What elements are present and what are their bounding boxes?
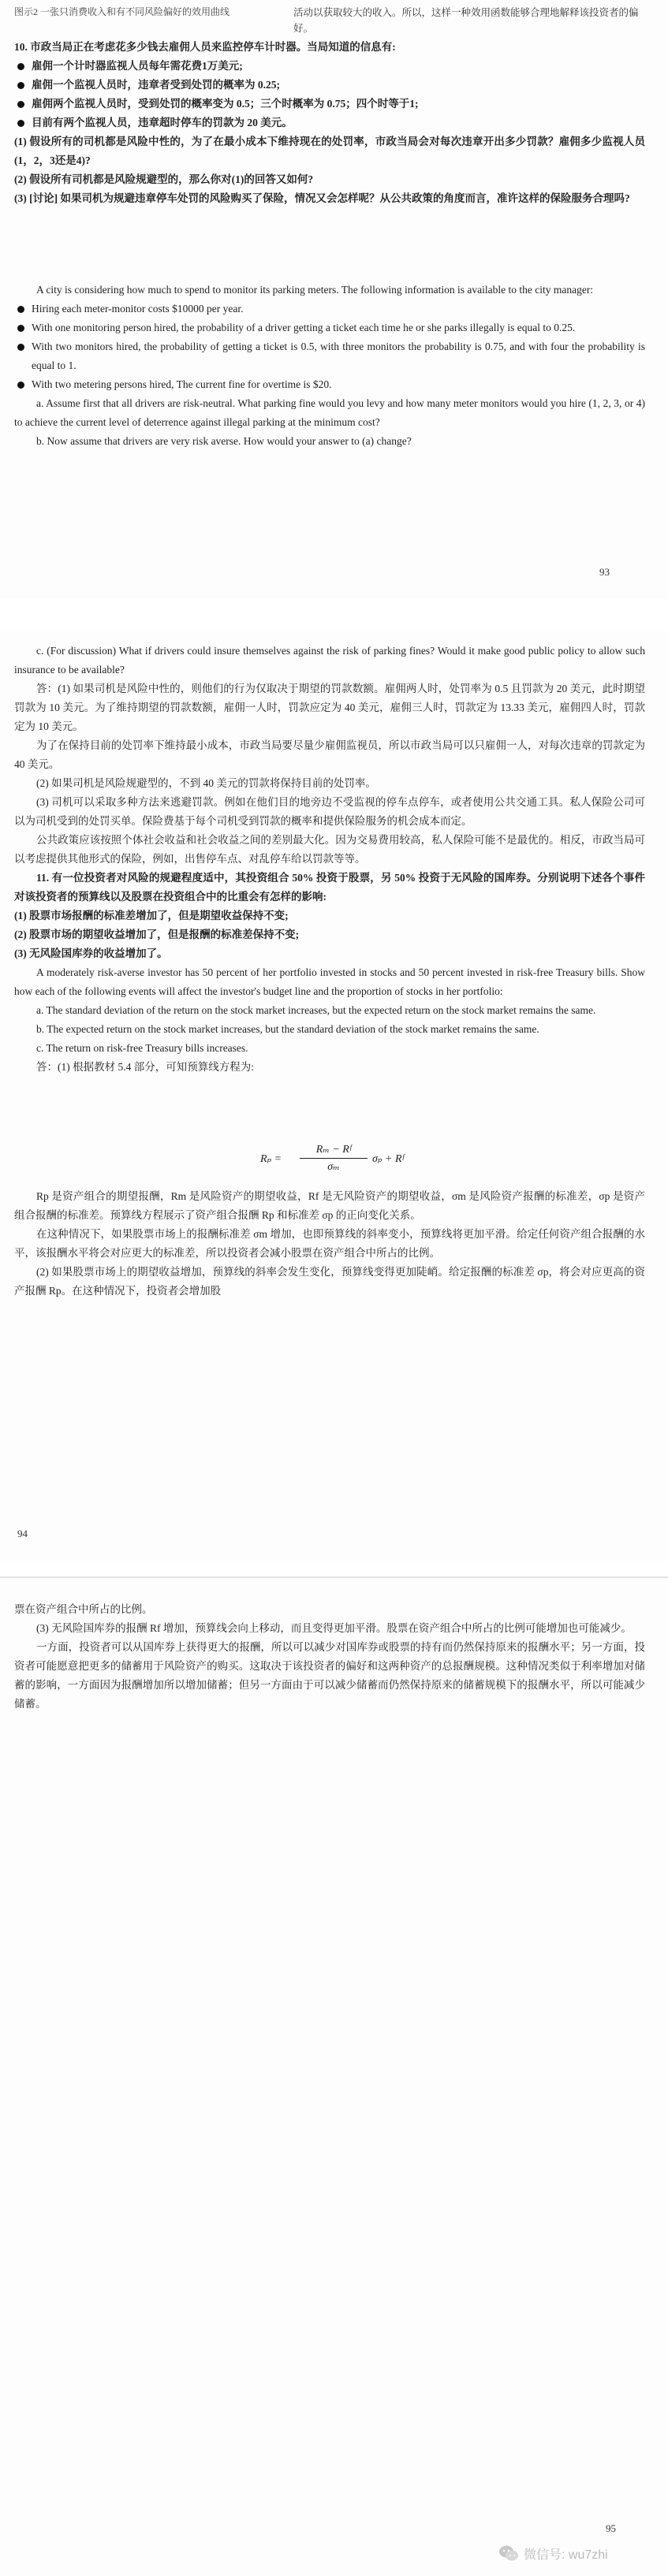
answer-10-para-1: 答：(1) 如果司机是风险中性的，则他们的行为仅取决于期望的罚款数额。雇佣两人时，处罚率为 0.5 且罚款为 20 美元，此时期望罚款为 10 美元。为了维持期望的罚款数额，雇佣一人时，罚款应定为 40 美元，雇佣三人时，罚款定为 13.33 美元，雇佣四人时，罚款定为 10 美元。 <box>14 683 645 732</box>
question-11-item-2: (2) 股票市场的期望收益增加了，但是报酬的标准差保持不变; <box>14 929 300 940</box>
answer-11-para-2: 在这种情况下，如果股票市场上的报酬标准差 σm 增加，也即预算线的斜率变小，预算线将更加平滑。给定任何资产组合报酬的水平，该报酬水平将会对应更大的标准差，所以投资者会减小股票在资产组合中所占的比例。 <box>14 1228 645 1259</box>
answer-11-continued <box>14 1600 645 1714</box>
question-11-item-3: (3) 无风险国库券的收益增加了。 <box>14 947 168 959</box>
page-gap <box>0 599 668 631</box>
page-94 <box>0 631 668 1561</box>
bullet-icon <box>17 325 24 332</box>
answer-11 <box>14 1187 645 1301</box>
formula-lhs: Rₚ = <box>260 1153 282 1165</box>
question-10-title: 10. 市政当局正在考虑花多少钱去雇佣人员来监控停车计时器。当局知道的信息有: <box>14 41 396 53</box>
answer-11-para-1: Rp 是资产组合的期望报酬，Rm 是风险资产的期望收益，Rf 是无风险资产的期望收益，σm 是风险资产报酬的标准差，σp 是资产组合报酬的标准差。预算线方程展示了资产组合报酬 Rp 和标准差 σp 的正向变化关系。 <box>14 1190 645 1221</box>
en-question-a: a. Assume first that all drivers are risk-neutral. What parking fine would you levy and how many meter monitors would you hire (1, 2, 3, or 4) to achieve the current level of deterrence against illegal parking at the minimum cost? <box>14 397 645 428</box>
question-10-en <box>14 281 645 451</box>
question-11-en-a: a. The standard deviation of the return on the stock market increases, but the expected return on the stock market remains the same. <box>36 1004 596 1016</box>
bullet-icon <box>17 306 24 313</box>
en-question-b: b. Now assume that drivers are very risk averse. How would your answer to (a) change? <box>36 435 412 447</box>
answer-11-part-3-detail: 一方面，投资者可以从国库券上获得更大的报酬，所以可以减少对国库券或股票的持有而仍然保持原来的报酬水平；另一方面，投资者可能愿意把更多的储蓄用于风险资产的购买。这取决于该投资者的偏好和这两种资产的总报酬规模。这种情况类似于利率增加对储蓄的影响，一方面因为报酬增加所以增加储蓄；但另一方面由于可以减少储蓄而仍然保持原来的储蓄规模下的报酬水平，所以可能减少储蓄。 <box>14 1641 645 1710</box>
budget-line-formula <box>260 1143 497 1181</box>
wechat-icon <box>498 2544 519 2562</box>
page-number: 95 <box>606 2522 616 2534</box>
bullet-cn-2: 雇佣一个监视人员时，违章者受到处罚的概率为 0.25; <box>14 76 645 95</box>
continuation-text: 票在资产组合中所占的比例。 <box>14 1603 153 1615</box>
answer-11-intro: 答：(1) 根据教材 5.4 部分，可知预算线方程为: <box>36 1061 254 1073</box>
question-10-part-2: (2) 假设所有司机都是风险规避型的，那么你对(1)的回答又如何? <box>14 173 314 185</box>
answer-10-para-2: 为了在保持目前的处罚率下维持最小成本，市政当局要尽量少雇佣监视员，所以市政当局可以只雇佣一人，对每次违章的罚款定为 40 美元。 <box>14 739 645 770</box>
formula-numerator: Rₘ − Rᶠ <box>300 1143 368 1159</box>
bullet-icon <box>17 344 24 351</box>
formula-fraction <box>300 1143 368 1174</box>
question-11-title: 11. 有一位投资者对风险的规避程度适中，其投资组合 50% 投资于股票，另 50% 投资于无风险的国库券。分别说明下述各个事件对该投资者的预算线以及股票在投资组合中的比重会有怎样的影响: <box>14 872 645 903</box>
question-11-en-c: c. The return on risk-free Treasury bills increases. <box>36 1042 248 1054</box>
bullet-icon <box>17 120 24 127</box>
figure-caption: 图示2 一张只消费收入和有不同风险偏好的效用曲线 <box>14 6 230 17</box>
bullet-icon <box>17 382 24 389</box>
watermark <box>498 2543 656 2567</box>
answer-10-para-5: 公共政策应该按照个体社会收益和社会收益之间的差别最大化。因为交易费用较高，私人保险可能不是最优的。相反，市政当局可以考虑提供其他形式的保险，例如，出售停车点、对乱停车给以罚款等等。 <box>14 834 645 865</box>
question-10-part-3: (3) [讨论] 如果司机为规避违章停车处罚的风险购买了保险，情况又会怎样呢？从公共政策的角度而言，准许这样的保险服务合理吗? <box>14 192 630 204</box>
bullet-en-2: With one monitoring person hired, the probability of a driver getting a ticket each time he or she parks illegally is equal to 0.25. <box>14 318 645 337</box>
answer-10-para-4: (3) 司机可以采取多种方法来逃避罚款。例如在他们目的地旁边不受监视的停车点停车，或者使用公共交通工具。私人保险公司可以为司机受到的处罚买单。保险费基于每个司机受到罚款的概率和提供保险服务的机会成本而定。 <box>14 796 645 827</box>
bullet-en-3: With two monitors hired, the probability of getting a ticket is 0.5, with three monitors the probability is 0.75, and with four the probability is equal to 1. <box>14 337 645 375</box>
bullet-cn-3: 雇佣两个监视人员时，受到处罚的概率变为 0.5；三个时概率为 0.75；四个时等于1; <box>14 95 645 114</box>
answer-11-para-3: (2) 如果股票市场上的期望收益增加，预算线的斜率会发生变化，预算线变得更加陡峭。给定报酬的标准差 σp，将会对应更高的资产报酬 Rp。在这种情况下，投资者会增加股 <box>14 1266 645 1297</box>
page-divider <box>0 1576 668 1578</box>
formula-denominator: σₘ <box>327 1161 340 1173</box>
bullet-icon <box>17 82 24 89</box>
formula-rest: σₚ + Rᶠ <box>372 1153 404 1165</box>
answer-10 <box>14 642 645 1077</box>
bullet-en-4: With two metering persons hired, The current fine for overtime is $20. <box>14 375 645 394</box>
page-95 <box>0 1576 668 2576</box>
bullet-icon <box>17 101 24 108</box>
en-question-c: c. (For discussion) What if drivers could insure themselves against the risk of parking fines? Would it make good public policy to allow such insurance to be available? <box>14 645 645 676</box>
page-93 <box>0 0 668 599</box>
en-intro: A city is considering how much to spend to monitor its parking meters. The following information is available to the city manager: <box>36 284 594 296</box>
page-number: 94 <box>17 1528 28 1539</box>
watermark-text: 微信号: wu7zhi <box>524 2548 608 2562</box>
previous-answer-tail: 活动以获取较大的收入。所以，这样一种效用函数能够合理地解释该投资者的偏好。 <box>293 7 639 34</box>
bullet-cn-1: 雇佣一个计时器监视人员每年需花费1万美元; <box>14 57 645 76</box>
bullet-icon <box>17 63 24 70</box>
question-10-part-1: (1) 假设所有的司机都是风险中性的，为了在最小成本下维持现在的处罚率，市政当局会对每次违章开出多少罚款？雇佣多少监视人员(1，2，3还是4)? <box>14 136 645 166</box>
answer-10-para-3: (2) 如果司机是风险规避型的，不到 40 美元的罚款将保持目前的处罚率。 <box>36 777 376 789</box>
page-gap <box>0 1561 668 1576</box>
bullet-en-1: Hiring each meter-monitor costs $10000 per year. <box>14 300 645 318</box>
answer-11-part-3: (3) 无风险国库券的报酬 Rf 增加，预算线会向上移动，而且变得更加平滑。股票在资产组合中所占的比例可能增加也可能减少。 <box>36 1622 632 1634</box>
question-10-cn <box>14 38 645 208</box>
page-number: 93 <box>599 566 610 578</box>
question-11-en: A moderately risk-averse investor has 50 percent of her portfolio invested in stocks and 50 percent invested in risk-free Treasury bills. Show how each of the following events will affect the investor's budget line and the proportion of stocks in her portfolio: <box>14 966 645 997</box>
bullet-cn-4: 目前有两个监视人员，违章超时停车的罚款为 20 美元。 <box>14 114 645 132</box>
question-11-en-b: b. The expected return on the stock market increases, but the standard deviation of the stock market remains the same. <box>36 1023 539 1035</box>
question-11-item-1: (1) 股票市场报酬的标准差增加了，但是期望收益保持不变; <box>14 910 289 921</box>
